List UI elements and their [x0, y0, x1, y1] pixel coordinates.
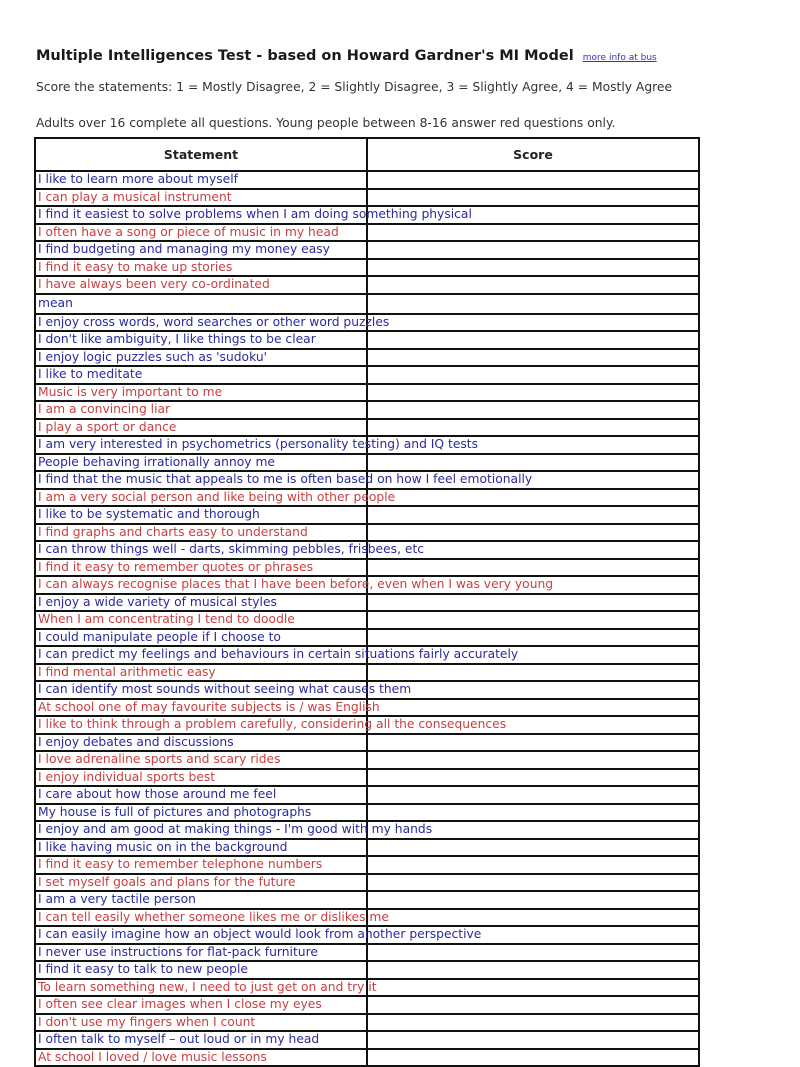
statement-cell: I don't use my fingers when I count — [35, 1014, 367, 1032]
table-row — [35, 856, 699, 874]
statement-cell: mean — [35, 294, 367, 314]
statement-cell: I find graphs and charts easy to understand — [35, 524, 367, 542]
statement-cell: I can always recognise places that I have been before, even when I was very young — [35, 576, 367, 594]
statement-cell: I often talk to myself – out loud or in my head — [35, 1031, 367, 1049]
score-cell[interactable] — [367, 294, 699, 314]
score-cell[interactable] — [367, 891, 699, 909]
statement-cell: I care about how those around me feel — [35, 786, 367, 804]
statement-cell: I never use instructions for flat-pack furniture — [35, 944, 367, 962]
score-cell[interactable] — [367, 681, 699, 699]
more-info-link[interactable]: more info at bus — [582, 53, 657, 63]
statement-cell: I find it easiest to solve problems when I am doing something physical — [35, 206, 367, 224]
score-header: Score — [367, 138, 699, 171]
statement-cell: I like to be systematic and thorough — [35, 506, 367, 524]
table-row — [35, 524, 699, 542]
table-row — [35, 259, 699, 277]
table-row — [35, 241, 699, 259]
statement-cell: My house is full of pictures and photographs — [35, 804, 367, 822]
statement-cell: I find it easy to remember telephone numbers — [35, 856, 367, 874]
table-row — [35, 489, 699, 507]
table-row — [35, 366, 699, 384]
table-row — [35, 1049, 699, 1067]
table-row — [35, 909, 699, 927]
statement-cell: I often have a song or piece of music in my head — [35, 224, 367, 242]
table-row — [35, 206, 699, 224]
statement-cell: I am a very social person and like being with other people — [35, 489, 367, 507]
table-header-row — [35, 138, 699, 171]
table-row — [35, 804, 699, 822]
score-cell[interactable] — [367, 506, 699, 524]
score-cell[interactable] — [367, 909, 699, 927]
table-row — [35, 436, 699, 454]
score-cell[interactable] — [367, 1049, 699, 1067]
table-row — [35, 171, 699, 189]
score-cell[interactable] — [367, 454, 699, 472]
score-cell[interactable] — [367, 786, 699, 804]
statement-cell: I find it easy to make up stories — [35, 259, 367, 277]
table-row — [35, 944, 699, 962]
table-row — [35, 821, 699, 839]
statement-cell: I enjoy debates and discussions — [35, 734, 367, 752]
statement-cell: I love adrenaline sports and scary rides — [35, 751, 367, 769]
score-cell[interactable] — [367, 769, 699, 787]
table-row — [35, 419, 699, 437]
table-row — [35, 996, 699, 1014]
score-cell[interactable] — [367, 384, 699, 402]
title-text: Multiple Intelligences Test - based on Howard Gardner's MI Model — [36, 48, 574, 64]
page-title — [36, 48, 657, 64]
statement-cell: When I am concentrating I tend to doodle — [35, 611, 367, 629]
statement-cell: I can predict my feelings and behaviours in certain situations fairly accurately — [35, 646, 367, 664]
statement-cell: I enjoy individual sports best — [35, 769, 367, 787]
statement-cell: I like to think through a problem carefully, considering all the consequences — [35, 716, 367, 734]
statement-cell: I could manipulate people if I choose to — [35, 629, 367, 647]
table-row — [35, 629, 699, 647]
statement-cell: Music is very important to me — [35, 384, 367, 402]
statement-cell: At school one of may favourite subjects is / was English — [35, 699, 367, 717]
score-cell[interactable] — [367, 751, 699, 769]
statement-cell: I am a very tactile person — [35, 891, 367, 909]
statement-cell: I find mental arithmetic easy — [35, 664, 367, 682]
statement-cell: I play a sport or dance — [35, 419, 367, 437]
statement-cell: I find it easy to remember quotes or phrases — [35, 559, 367, 577]
statement-cell: I enjoy a wide variety of musical styles — [35, 594, 367, 612]
score-cell[interactable] — [367, 594, 699, 612]
table-row — [35, 224, 699, 242]
score-cell[interactable] — [367, 804, 699, 822]
table-row — [35, 611, 699, 629]
score-cell[interactable] — [367, 856, 699, 874]
table-row — [35, 384, 699, 402]
score-cell[interactable] — [367, 331, 699, 349]
statement-cell: I am very interested in psychometrics (personality testing) and IQ tests — [35, 436, 367, 454]
score-cell[interactable] — [367, 664, 699, 682]
table-row — [35, 559, 699, 577]
table-row — [35, 276, 699, 294]
table-row — [35, 1031, 699, 1049]
score-cell[interactable] — [367, 189, 699, 207]
table-row — [35, 594, 699, 612]
statement-header: Statement — [35, 138, 367, 171]
table-row — [35, 769, 699, 787]
statements-table — [34, 137, 700, 1067]
score-cell[interactable] — [367, 961, 699, 979]
score-cell[interactable] — [367, 401, 699, 419]
score-cell[interactable] — [367, 366, 699, 384]
statement-cell: I enjoy cross words, word searches or other word puzzles — [35, 314, 367, 332]
table-row — [35, 576, 699, 594]
score-cell[interactable] — [367, 996, 699, 1014]
statement-cell: I enjoy logic puzzles such as 'sudoku' — [35, 349, 367, 367]
table-row — [35, 189, 699, 207]
score-cell[interactable] — [367, 874, 699, 892]
statement-cell: I can identify most sounds without seeing what causes them — [35, 681, 367, 699]
statement-cell: I am a convincing liar — [35, 401, 367, 419]
table-row — [35, 961, 699, 979]
table-row — [35, 751, 699, 769]
score-cell[interactable] — [367, 259, 699, 277]
table-row — [35, 891, 699, 909]
statement-cell: I like to meditate — [35, 366, 367, 384]
table-row — [35, 699, 699, 717]
statement-cell: I find it easy to talk to new people — [35, 961, 367, 979]
score-cell[interactable] — [367, 979, 699, 997]
score-cell[interactable] — [367, 524, 699, 542]
statement-cell: People behaving irrationally annoy me — [35, 454, 367, 472]
age-note: Adults over 16 complete all questions. Young people between 8-16 answer red questions only. — [36, 116, 616, 130]
score-cell[interactable] — [367, 699, 699, 717]
score-cell[interactable] — [367, 611, 699, 629]
table-row — [35, 646, 699, 664]
score-cell[interactable] — [367, 489, 699, 507]
score-cell[interactable] — [367, 419, 699, 437]
table-row — [35, 471, 699, 489]
score-cell[interactable] — [367, 349, 699, 367]
table-row — [35, 401, 699, 419]
table-row — [35, 874, 699, 892]
score-cell[interactable] — [367, 171, 699, 189]
statement-cell: I often see clear images when I close my eyes — [35, 996, 367, 1014]
statement-cell: I find that the music that appeals to me is often based on how I feel emotionally — [35, 471, 367, 489]
table-row — [35, 541, 699, 559]
statement-cell: I don't like ambiguity, I like things to be clear — [35, 331, 367, 349]
statement-cell: I can throw things well - darts, skimming pebbles, frisbees, etc — [35, 541, 367, 559]
statement-cell: I have always been very co-ordinated — [35, 276, 367, 294]
table-row — [35, 734, 699, 752]
table-row — [35, 839, 699, 857]
score-cell[interactable] — [367, 314, 699, 332]
table-row — [35, 926, 699, 944]
statement-cell: To learn something new, I need to just get on and try it — [35, 979, 367, 997]
table-row — [35, 506, 699, 524]
statement-cell: I like having music on in the background — [35, 839, 367, 857]
score-cell[interactable] — [367, 629, 699, 647]
score-cell[interactable] — [367, 276, 699, 294]
score-cell[interactable] — [367, 944, 699, 962]
statement-cell: I enjoy and am good at making things - I'm good with my hands — [35, 821, 367, 839]
table-row — [35, 979, 699, 997]
table-row — [35, 716, 699, 734]
table-row — [35, 1014, 699, 1032]
statement-cell: I can easily imagine how an object would look from another perspective — [35, 926, 367, 944]
score-cell[interactable] — [367, 1014, 699, 1032]
statement-cell: I set myself goals and plans for the future — [35, 874, 367, 892]
table-row — [35, 681, 699, 699]
scoring-instructions: Score the statements: 1 = Mostly Disagree, 2 = Slightly Disagree, 3 = Slightly Agree, 4 = Mostly Agree — [36, 80, 673, 94]
table-row — [35, 786, 699, 804]
statement-cell: I like to learn more about myself — [35, 171, 367, 189]
score-cell[interactable] — [367, 559, 699, 577]
table-row — [35, 331, 699, 349]
table-row — [35, 454, 699, 472]
score-cell[interactable] — [367, 224, 699, 242]
score-cell[interactable] — [367, 1031, 699, 1049]
statement-cell: At school I loved / love music lessons — [35, 1049, 367, 1067]
statement-cell: I can play a musical instrument — [35, 189, 367, 207]
table-row — [35, 294, 699, 314]
score-cell[interactable] — [367, 734, 699, 752]
table-row — [35, 349, 699, 367]
statement-cell: I can tell easily whether someone likes me or dislikes me — [35, 909, 367, 927]
score-cell[interactable] — [367, 241, 699, 259]
statement-cell: I find budgeting and managing my money easy — [35, 241, 367, 259]
score-cell[interactable] — [367, 839, 699, 857]
table-row — [35, 664, 699, 682]
table-row — [35, 314, 699, 332]
